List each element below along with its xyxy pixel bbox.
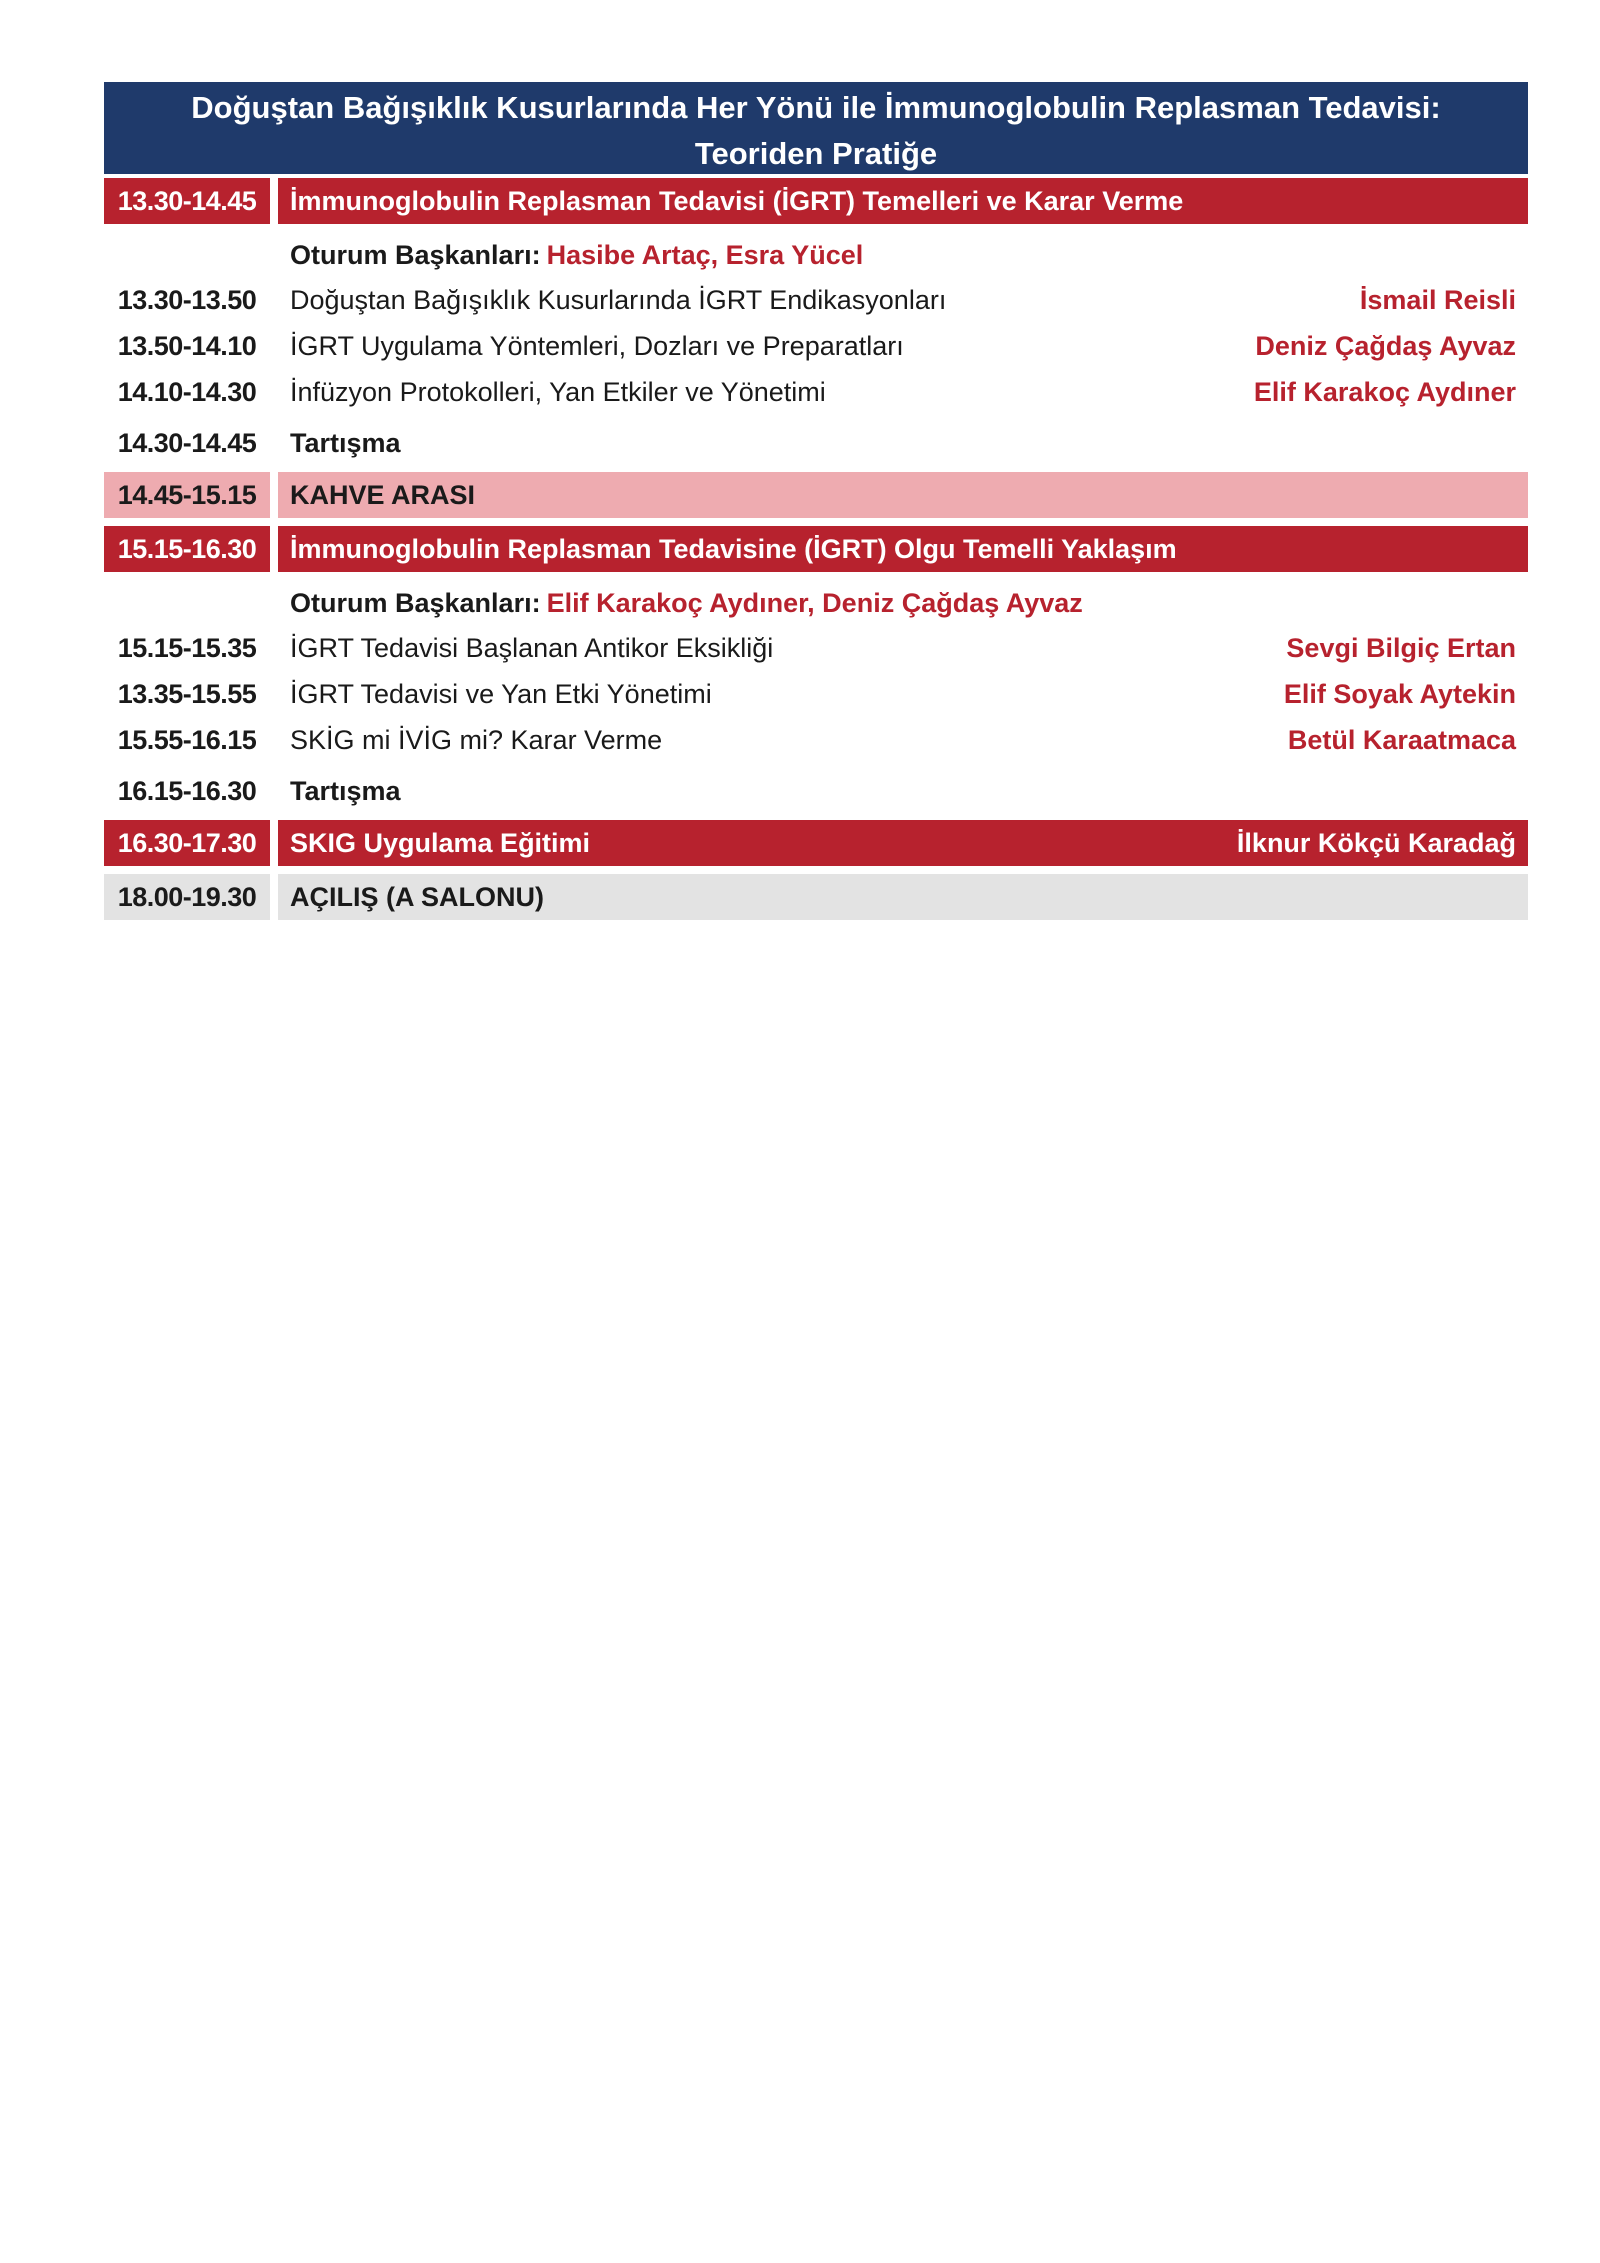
session-time: 13.30-14.45: [104, 178, 270, 224]
talk-title: İGRT Tedavisi Başlanan Antikor Eksikliği: [290, 632, 774, 663]
program-table: [104, 82, 1528, 928]
discussion-label: Tartışma: [290, 775, 401, 806]
talk-time: 15.15-15.35: [117, 632, 257, 663]
talk-speaker: Elif Soyak Aytekin: [1283, 678, 1516, 709]
talk-title: İGRT Tedavisi ve Yan Etki Yönetimi: [290, 678, 712, 709]
session-title: İmmunoglobulin Replasman Tedavisine (İGRT) Olgu Temelli Yaklaşım: [278, 526, 1528, 572]
opening-row: [104, 874, 1528, 920]
chairs-row: [104, 580, 1528, 626]
talk-title: SKİG mi İVİG mi? Karar Verme: [290, 724, 663, 755]
chairs-label: Oturum Başkanları:: [290, 239, 541, 270]
talk-title: Doğuştan Bağışıklık Kusurlarında İGRT Endikasyonları: [290, 284, 947, 315]
training-title: SKIG Uygulama Eğitimi: [290, 827, 591, 858]
talk-speaker: Deniz Çağdaş Ayvaz: [1255, 330, 1516, 361]
talk-time: 14.10-14.30: [117, 376, 257, 407]
session-title-banner: [104, 82, 1528, 174]
talk-row: [104, 718, 1528, 762]
discussion-time: 14.30-14.45: [117, 427, 257, 458]
discussion-row: [104, 418, 1528, 468]
session-title: İmmunoglobulin Replasman Tedavisi (İGRT) Temelleri ve Karar Verme: [278, 178, 1528, 224]
talk-row: [104, 324, 1528, 368]
talk-row: [104, 370, 1528, 414]
talk-time: 13.50-14.10: [117, 330, 257, 361]
discussion-time: 16.15-16.30: [117, 775, 257, 806]
coffee-break-row: [104, 472, 1528, 518]
talk-speaker: Betül Karaatmaca: [1287, 724, 1516, 755]
training-time: 16.30-17.30: [104, 820, 270, 866]
break-label: KAHVE ARASI: [278, 472, 1528, 518]
talk-time: 13.35-15.55: [117, 678, 257, 709]
title-line-2: Teoriden Pratiğe: [694, 136, 938, 171]
talk-speaker: Sevgi Bilgiç Ertan: [1286, 632, 1516, 663]
talk-speaker: Elif Karakoç Aydıner: [1253, 376, 1516, 407]
session-header-2: [104, 526, 1528, 572]
opening-label: AÇILIŞ (A SALONU): [278, 874, 1528, 920]
title-line-1: Doğuştan Bağışıklık Kusurlarında Her Yönü ile İmmunoglobulin Replasman Tedavisi:: [191, 90, 1441, 125]
chairs-label: Oturum Başkanları:: [290, 587, 541, 618]
talk-time: 15.55-16.15: [117, 724, 257, 755]
break-time: 14.45-15.15: [104, 472, 270, 518]
session-time: 15.15-16.30: [104, 526, 270, 572]
discussion-label: Tartışma: [290, 427, 401, 458]
talk-time: 13.30-13.50: [117, 284, 257, 315]
opening-time: 18.00-19.30: [104, 874, 270, 920]
talk-title: İGRT Uygulama Yöntemleri, Dozları ve Preparatları: [290, 330, 904, 361]
talk-row: [104, 672, 1528, 716]
talk-speaker: İsmail Reisli: [1359, 284, 1516, 315]
talk-row: [104, 626, 1528, 670]
training-row: [104, 820, 1528, 866]
training-speaker: İlknur Kökçü Karadağ: [1236, 827, 1516, 858]
session-header-1: [104, 178, 1528, 224]
discussion-row: [104, 766, 1528, 816]
chairs-names: Hasibe Artaç, Esra Yücel: [546, 239, 864, 270]
talk-row: [104, 278, 1528, 322]
chairs-names: Elif Karakoç Aydıner, Deniz Çağdaş Ayvaz: [546, 587, 1083, 618]
talk-title: İnfüzyon Protokolleri, Yan Etkiler ve Yönetimi: [290, 376, 826, 407]
chairs-row: [104, 232, 1528, 278]
